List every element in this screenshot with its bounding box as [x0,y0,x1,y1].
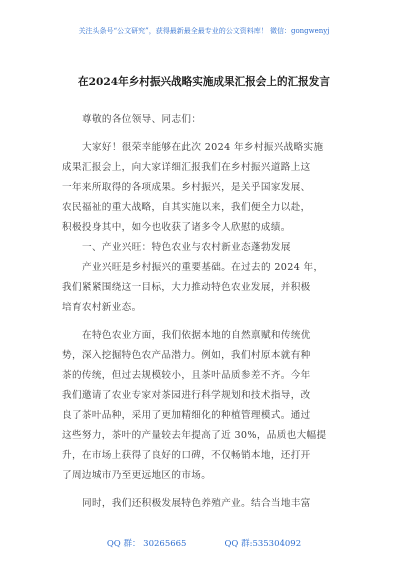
paragraph-line: 这些努力，茶叶的产量较去年提高了近 30%，品质也大幅提 [62,430,327,441]
paragraph-line: 成果汇报会上，向大家详细汇报我们在乡村振兴道路上这 [62,162,311,173]
paragraph-line: 培育农村新业态。 [62,302,142,313]
paragraph-line: 升，在市场上获得了良好的口碑，不仅畅销本地，还打开 [62,450,311,461]
salutation: 尊敬的各位领导、同志们： [82,114,202,125]
footer-qq-group-2: QQ 群:535304092 [224,539,302,549]
paragraph-line: 大家好！很荣幸能够在此次 2024 年乡村振兴战略实施 [82,142,324,153]
document-title: 在2024年乡村振兴战略实施成果汇报会上的汇报发言 [78,76,330,88]
paragraph-line: 势，深入挖掘特色农产品潜力。例如，我们村原本就有种 [62,350,311,361]
paragraph-line: 茶的传统，但过去规模较小，且茶叶品质参差不齐。今年 [62,370,311,381]
paragraph-line: 我们紧紧围绕这一目标，大力推动特色农业发展，并积极 [62,282,311,293]
paragraph-line: 了周边城市乃至更远地区的市场。 [62,470,212,481]
footer-qq-group-1: QQ 群： 30265665 [106,539,187,549]
paragraph-gap [62,318,352,326]
banner-promo-text: 关注头条号“公文研究”，获得最新最全最专业的公文资料库！ [78,27,268,35]
paragraph-line: 积极投身其中，如今也收获了诸多令人欣慰的成绩。 [62,222,291,233]
paragraph-line: 一年来所取得的各项成果。乡村振兴，是关乎国家发展、 [62,182,311,193]
paragraph-gap [62,130,352,138]
footer [0,537,408,549]
paragraph-line: 同时，我们还积极发展特色养殖产业。结合当地丰富 [82,498,311,509]
section-heading: 一、产业兴旺：特色农业与农村新业态蓬勃发展 [82,242,291,253]
paragraph-gap [62,486,352,494]
paragraph-line: 农民福祉的重大战略，自其实施以来，我们便全力以赴， [62,202,311,213]
document-body [62,110,352,514]
paragraph-line: 在特色农业方面，我们依据本地的自然禀赋和传统优 [82,330,311,341]
paragraph-line: 产业兴旺是乡村振兴的重要基础。在过去的 2024 年， [82,262,324,273]
banner-wechat-text: 微信：gongwenyj [269,27,330,35]
top-banner [0,26,408,36]
paragraph-line: 良了茶叶品种，采用了更加精细化的种植管理模式。通过 [62,410,311,421]
paragraph-line: 我们邀请了农业专家对茶园进行科学规划和技术指导，改 [62,390,311,401]
